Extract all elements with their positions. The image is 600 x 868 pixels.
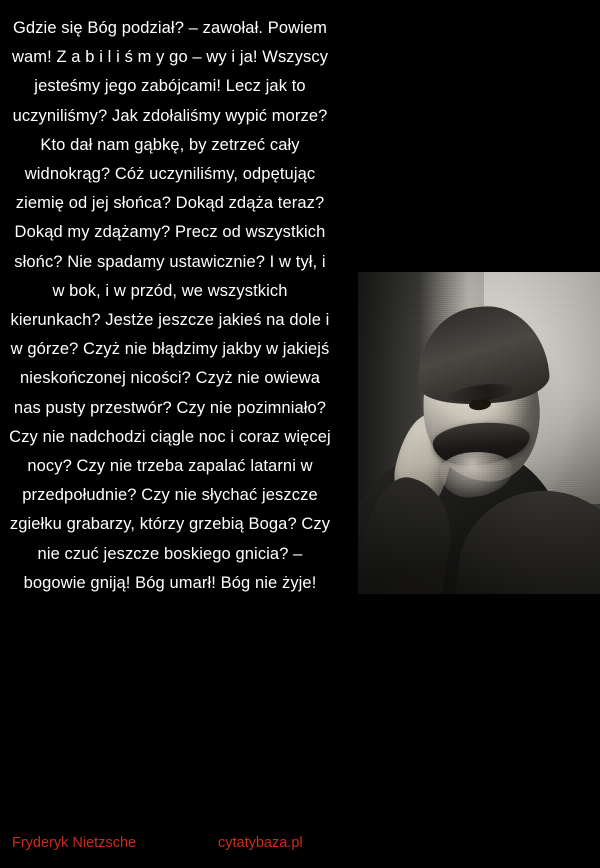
portrait-frame (358, 272, 600, 594)
portrait-photo (358, 272, 600, 594)
photo-vignette (358, 272, 600, 594)
footer-bar (0, 824, 600, 868)
site-name[interactable]: cytatybaza.pl (218, 835, 303, 851)
quote-text: Gdzie się Bóg podział? – zawołał. Powiem wam! Z a b i l i ś m y go – wy i ja! Wszyscy jesteśmy jego zabójcami! Lecz jak to uczyniliśmy? Jak zdołaliśmy wypić morze? Kto dał nam gąbkę, by zetrzeć cały widnokrąg? Cóż uczyniliśmy, odpętując ziemię od jej słońca? Dokąd zdąża teraz? Dokąd my zdążamy? Precz od wszystkich słońc? Nie spadamy ustawicznie? I w tył, i w bok, i w przód, we wszystkich kierunkach? Jestże jeszcze jakieś na dole i w górze? Czyż nie błądzimy jakby w jakiejś nieskończonej nicości? Czyż nie owiewa nas pusty przestwór? Czy nie pozimniało? Czy nie nadchodzi ciągle noc i coraz więcej nocy? Czy nie trzeba zapalać latarni w przedpołudnie? Czy nie słychać jeszcze zgiełku grabarzy, którzy grzebią Boga? Czy nie czuć jeszcze boskiego gnicia? – bogowie gniją! Bóg umarł! Bóg nie żyje! (9, 19, 331, 592)
author-name: Fryderyk Nietzsche (12, 835, 137, 851)
